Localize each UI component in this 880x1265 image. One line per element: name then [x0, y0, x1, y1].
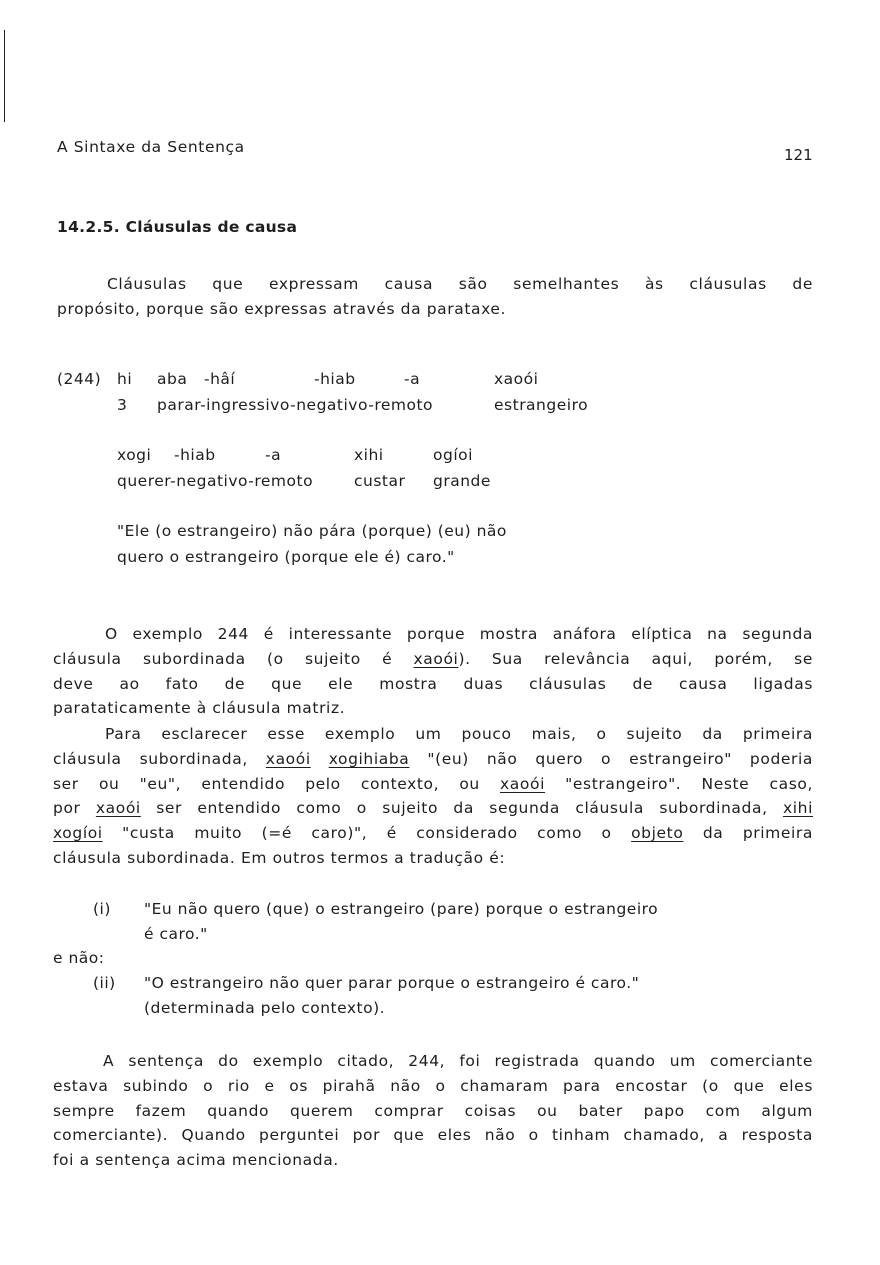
gloss-word: grande [433, 472, 491, 490]
p2-line-2 [53, 747, 813, 772]
text-run: ). Sua relevância aqui, porém, se [458, 649, 813, 668]
text-run: por [53, 799, 96, 818]
p3-line-2: estava subindo o rio e os pirahã não o chamaram para encostar (o que eles [53, 1076, 813, 1095]
p2-line-6: cláusula subordinada. Em outros termos a tradução é: [53, 848, 506, 867]
gloss-word: -a [404, 370, 421, 388]
p3-line-3: sempre fazem quando querem comprar coisas ou bater papo com algum [53, 1101, 813, 1120]
free-translation-line-1: "Ele (o estrangeiro) não pára (porque) (eu) não [117, 522, 507, 540]
underlined-term: objeto [631, 824, 684, 843]
gloss-word: -hiab [174, 446, 216, 464]
underlined-term: xihi [782, 799, 813, 818]
underlined-term: xogihiaba [328, 749, 410, 768]
underlined-term: xaoói [265, 749, 311, 768]
p1-line-1: O exemplo 244 é interessante porque mostra anáfora elíptica na segunda [105, 625, 813, 643]
margin-rule [4, 30, 5, 122]
alt-ii-line-2: (determinada pelo contexto). [144, 999, 386, 1017]
text-run: cláusula subordinada, [53, 749, 266, 768]
underlined-term: xaoói [95, 799, 141, 818]
example-number: (244) [57, 370, 102, 388]
gloss-word: estrangeiro [494, 396, 589, 414]
gloss-word: hi [117, 370, 133, 388]
gloss-word: xaoói [494, 370, 539, 388]
text-run: ser entendido como o sujeito da segunda cláusula subordinada, [140, 799, 783, 818]
p3-line-5: foi a sentença acima mencionada. [53, 1151, 339, 1170]
p2-line-1: Para esclarecer esse exemplo um pouco mais, o sujeito da primeira [105, 725, 813, 743]
page-number: 121 [784, 146, 813, 164]
section-title: 14.2.5. Cláusulas de causa [57, 218, 298, 236]
alt-i-line-1: "Eu não quero (que) o estrangeiro (pare) porque o estrangeiro [144, 900, 659, 918]
gloss-word: 3 [117, 396, 128, 414]
alt-i-line-2: é caro." [144, 925, 208, 943]
p1-line-3: deve ao fato de que ele mostra duas cláusulas de causa ligadas [53, 674, 813, 693]
gloss-word: aba [157, 370, 188, 388]
underlined-term: xogíoi [53, 824, 103, 843]
gloss-word: -a [265, 446, 282, 464]
alt-ii-line-1: "O estrangeiro não quer parar porque o estrangeiro é caro." [144, 974, 640, 992]
gloss-word: querer-negativo-remoto [117, 472, 314, 490]
alt-i-label: (i) [93, 900, 111, 918]
gloss-word: ogíoi [433, 446, 473, 464]
p2-line-5 [53, 821, 813, 846]
e-nao-label: e não: [53, 949, 105, 967]
text-run: cláusula subordinada (o sujeito é [53, 649, 414, 668]
free-translation-line-2: quero o estrangeiro (porque ele é) caro." [117, 548, 455, 566]
underlined-term: xaoói [413, 649, 459, 668]
gloss-word: xihi [354, 446, 384, 464]
gloss-word: -hiab [314, 370, 356, 388]
p3-line-4: comerciante). Quando perguntei por que eles não o tinham chamado, a resposta [53, 1126, 813, 1145]
gloss-word: xogi [117, 446, 152, 464]
intro-paragraph [57, 272, 813, 322]
paragraph-3 [53, 1049, 813, 1173]
intro-line-1: Cláusulas que expressam causa são semelhantes às cláusulas de [107, 275, 813, 293]
text-run: "(eu) não quero o estrangeiro" poderia [409, 749, 814, 768]
text-run: ser ou "eu", entendido pelo contexto, ou [53, 774, 501, 793]
p3-line-1: A sentença do exemplo citado, 244, foi registrada quando um comerciante [103, 1052, 813, 1070]
paragraph-2 [53, 722, 813, 871]
underlined-term: xaoói [500, 774, 545, 793]
text-run: da primeira [683, 824, 813, 843]
gloss-word: parar-ingressivo-negativo-remoto [157, 396, 434, 414]
gloss-word: -hâí [204, 370, 236, 388]
text-run: "estrangeiro". Neste caso, [544, 774, 813, 793]
p2-line-4 [53, 796, 813, 821]
intro-line-2: propósito, porque são expressas através da parataxe. [57, 299, 507, 318]
paragraph-1 [53, 622, 813, 721]
gloss-word: custar [354, 472, 406, 490]
alt-ii-label: (ii) [93, 974, 116, 992]
p1-line-2 [53, 647, 813, 672]
p1-line-4: parataticamente à cláusula matriz. [53, 699, 346, 718]
p2-line-3 [53, 772, 813, 797]
text-run: "custa muito (=é caro)", é considerado como o [102, 824, 632, 843]
running-title: A Sintaxe da Sentença [57, 138, 245, 156]
